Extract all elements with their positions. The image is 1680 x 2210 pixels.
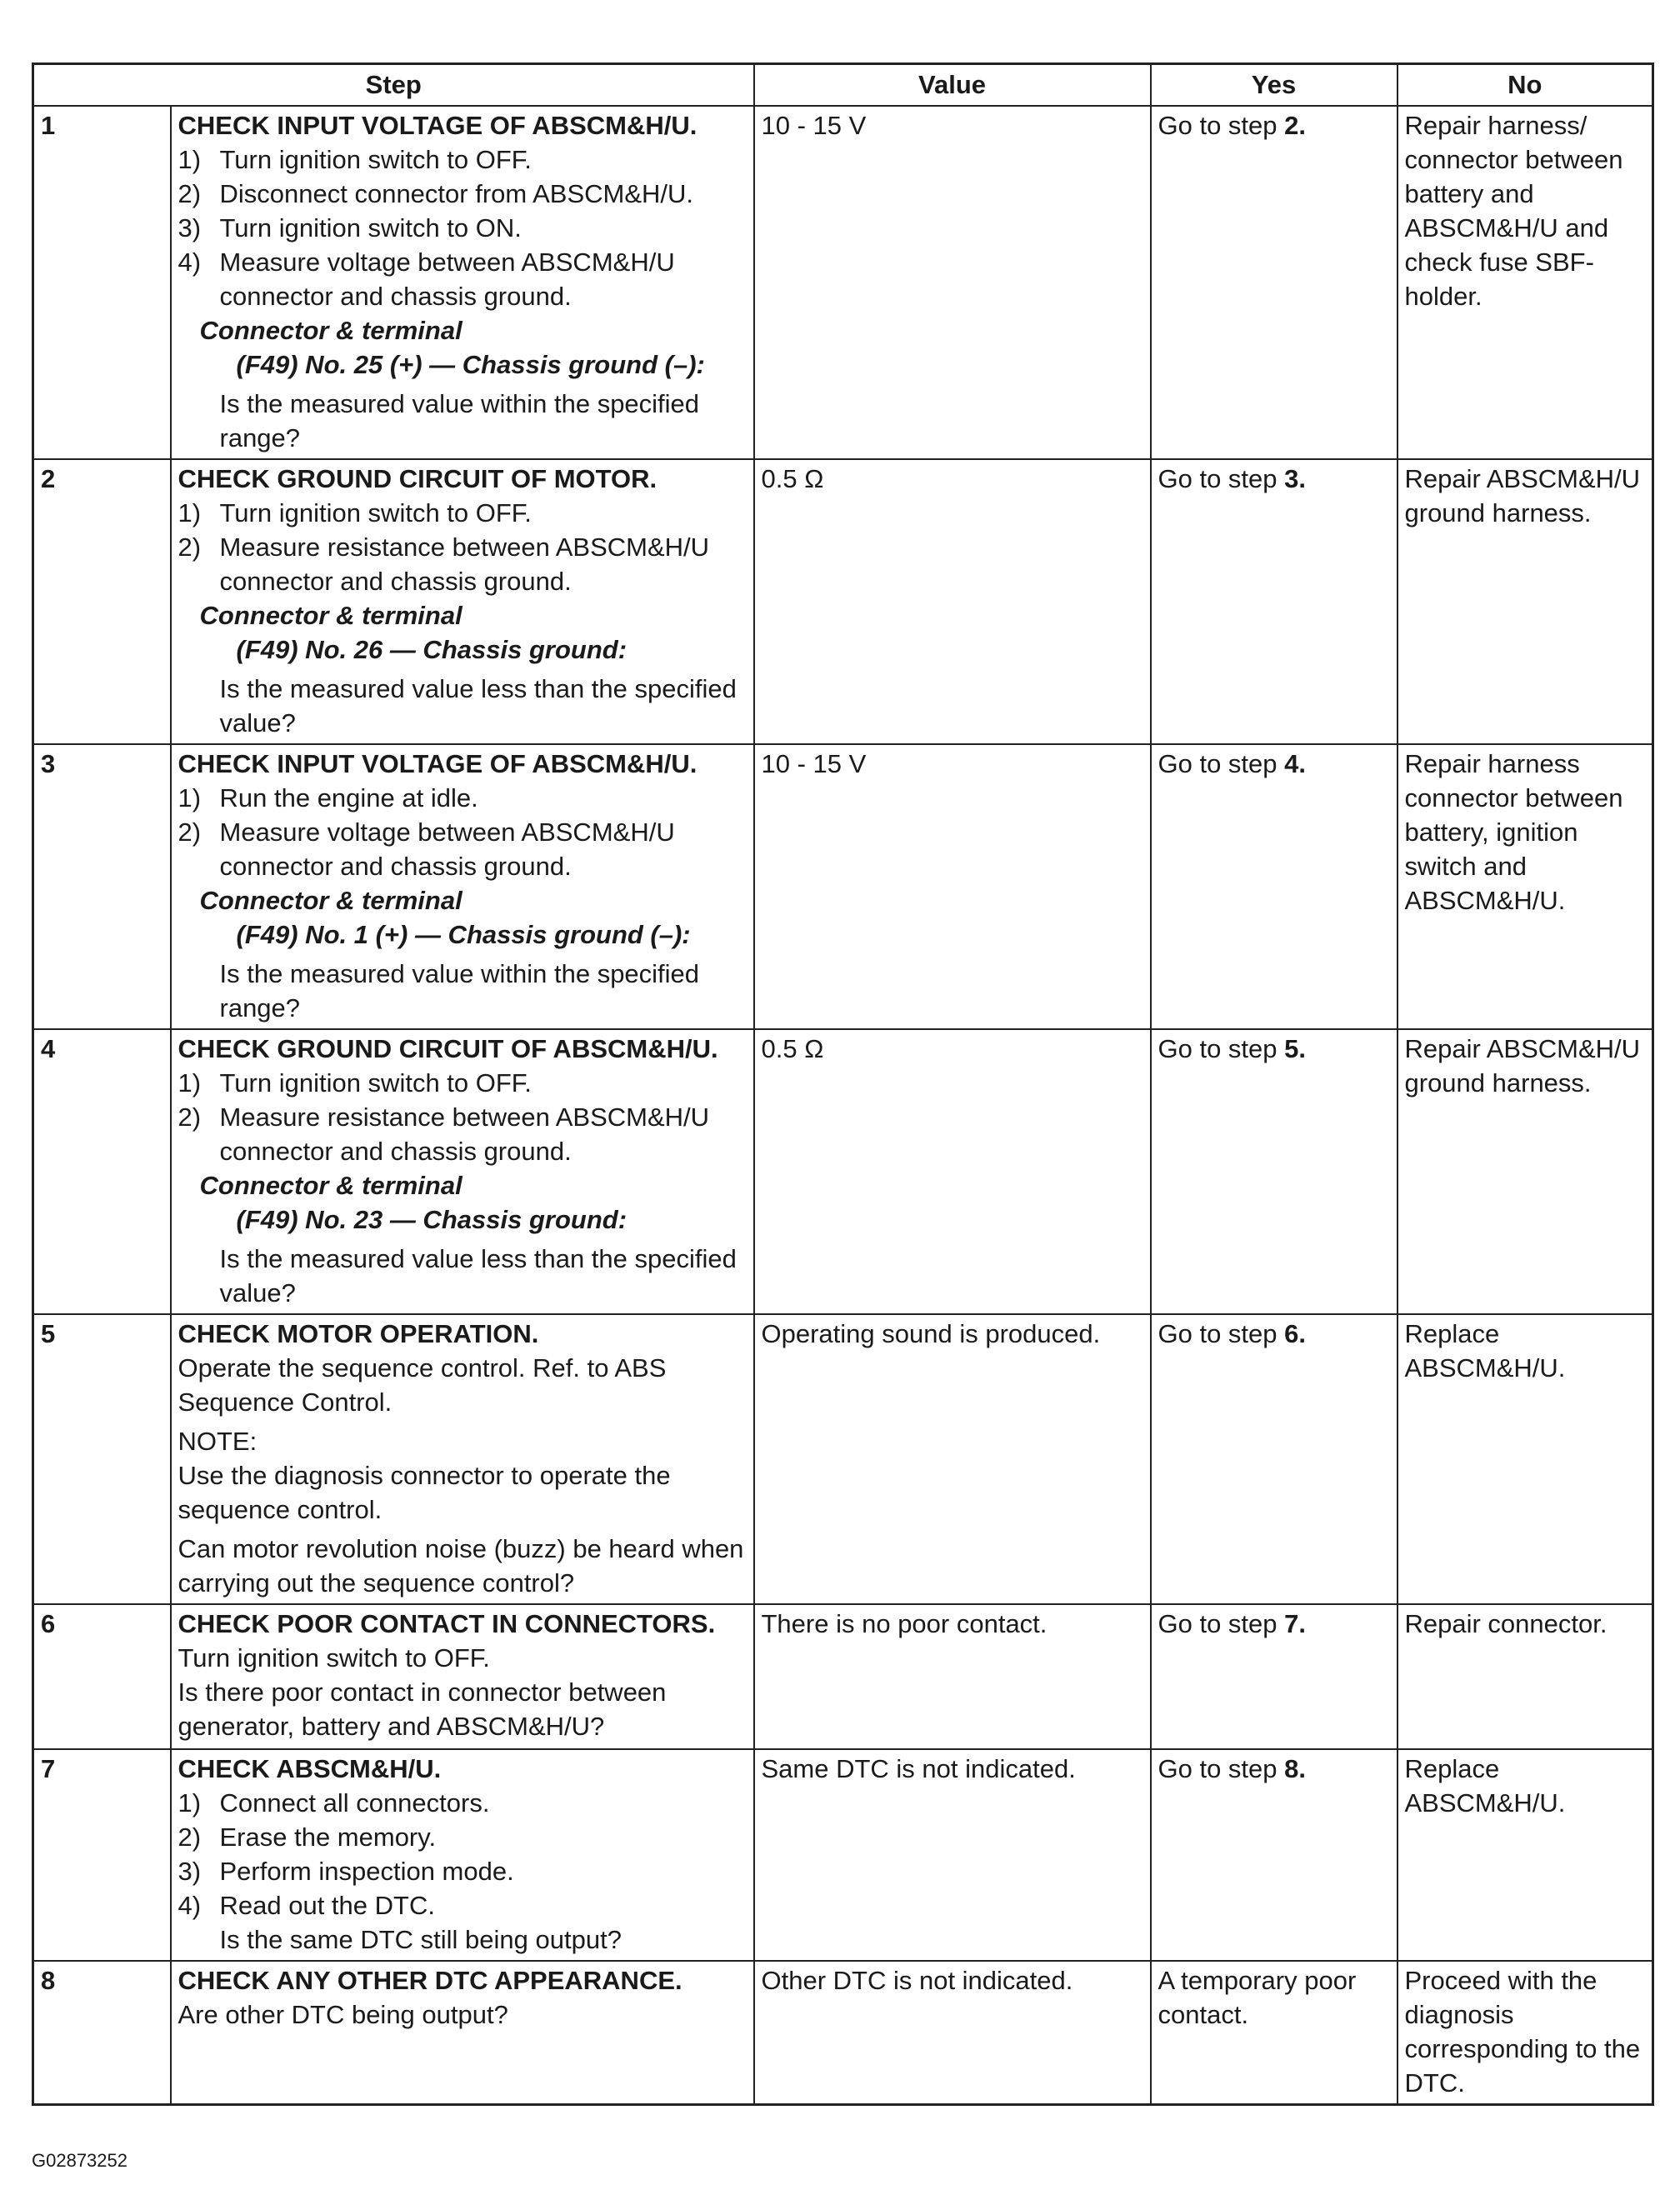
value-cell: 10 - 15 V <box>754 106 1151 459</box>
step-cell <box>171 1314 754 1604</box>
table-row <box>33 1961 1653 2105</box>
table-row <box>33 1604 1653 1749</box>
yes-cell: Go to step 4. <box>1151 744 1398 1029</box>
step-number: 2 <box>33 459 171 744</box>
yes-cell: Go to step 8. <box>1151 1749 1398 1961</box>
step-title: CHECK ANY OTHER DTC APPEARANCE. <box>178 1966 682 1995</box>
instruction-text: Operate the sequence control. Ref. to ABS Sequence Control. <box>178 1353 667 1417</box>
table-header-row <box>33 64 1653 107</box>
step-reference: 6. <box>1284 1319 1306 1348</box>
step-reference: 3. <box>1284 464 1306 493</box>
table-row <box>33 106 1653 459</box>
no-cell: Proceed with the diagnosis corresponding to the DTC. <box>1398 1961 1653 2105</box>
list-item: 1) Run the engine at idle. <box>178 783 478 812</box>
procedure-list <box>178 496 748 598</box>
step-cell <box>171 1604 754 1749</box>
connector-label: Connector & terminal <box>199 1171 462 1200</box>
step-number: 8 <box>33 1961 171 2105</box>
yes-cell: Go to step 2. <box>1151 106 1398 459</box>
no-cell: Replace ABSCM&H/U. <box>1398 1314 1653 1604</box>
step-title: CHECK ABSCM&H/U. <box>178 1754 442 1783</box>
step-cell <box>171 459 754 744</box>
value-cell: 0.5 Ω <box>754 1029 1151 1314</box>
terminal-spec: (F49) No. 25 (+) — Chassis ground (–): <box>236 350 705 379</box>
list-item: 2) Disconnect connector from ABSCM&H/U. <box>178 179 694 208</box>
step-title: CHECK INPUT VOLTAGE OF ABSCM&H/U. <box>178 749 698 778</box>
yes-cell: Go to step 7. <box>1151 1604 1398 1749</box>
check-question: Is the measured value within the specified range? <box>219 959 700 1022</box>
list-item: 2) Measure resistance between ABSCM&H/U connector and chassis ground. <box>178 1102 710 1166</box>
no-cell: Repair ABSCM&H/U ground harness. <box>1398 1029 1653 1314</box>
figure-code: G02873252 <box>32 2150 128 2171</box>
no-cell: Repair harness connector between battery, ignition switch and ABSCM&H/U. <box>1398 744 1653 1029</box>
step-cell <box>171 1961 754 2105</box>
step-title: CHECK INPUT VOLTAGE OF ABSCM&H/U. <box>178 111 698 140</box>
yes-cell: Go to step 3. <box>1151 459 1398 744</box>
table-row <box>33 1029 1653 1314</box>
step-reference: 4. <box>1284 749 1306 778</box>
check-question: Are other DTC being output? <box>178 2000 508 2029</box>
step-reference: 2. <box>1284 111 1306 140</box>
step-cell <box>171 106 754 459</box>
no-cell: Repair ABSCM&H/U ground harness. <box>1398 459 1653 744</box>
step-number: 3 <box>33 744 171 1029</box>
no-cell: Replace ABSCM&H/U. <box>1398 1749 1653 1961</box>
connector-label: Connector & terminal <box>199 316 462 345</box>
step-number: 1 <box>33 106 171 459</box>
check-question: Is the measured value less than the specified value? <box>219 674 737 738</box>
list-item: 1) Turn ignition switch to OFF. <box>178 145 532 174</box>
value-cell: 10 - 15 V <box>754 744 1151 1029</box>
check-question: Is there poor contact in connector between generator, battery and ABSCM&H/U? <box>178 1678 667 1741</box>
note-text: Use the diagnosis connector to operate the sequence control. <box>178 1461 671 1524</box>
yes-cell: Go to step 5. <box>1151 1029 1398 1314</box>
list-item: 2) Erase the memory. <box>178 1822 437 1852</box>
instruction-text: Turn ignition switch to OFF. <box>178 1643 490 1672</box>
step-number: 5 <box>33 1314 171 1604</box>
check-question: Is the measured value less than the specified value? <box>219 1244 737 1308</box>
value-cell: 0.5 Ω <box>754 459 1151 744</box>
procedure-list <box>178 1066 748 1168</box>
connector-label: Connector & terminal <box>199 601 462 630</box>
terminal-spec: (F49) No. 26 — Chassis ground: <box>236 635 628 664</box>
yes-cell: Go to step 6. <box>1151 1314 1398 1604</box>
no-cell: Repair harness/ connector between battery and ABSCM&H/U and check fuse SBF-holder. <box>1398 106 1653 459</box>
terminal-spec: (F49) No. 1 (+) — Chassis ground (–): <box>236 920 691 949</box>
yes-cell: A temporary poor contact. <box>1151 1961 1398 2105</box>
step-title: CHECK MOTOR OPERATION. <box>178 1319 539 1348</box>
list-item: 3) Perform inspection mode. <box>178 1857 514 1886</box>
terminal-spec: (F49) No. 23 — Chassis ground: <box>236 1205 628 1234</box>
step-number: 7 <box>33 1749 171 1961</box>
procedure-list <box>178 1786 748 1922</box>
table-row <box>33 744 1653 1029</box>
value-cell: Operating sound is produced. <box>754 1314 1151 1604</box>
value-cell: Same DTC is not indicated. <box>754 1749 1151 1961</box>
step-number: 6 <box>33 1604 171 1749</box>
list-item: 3) Turn ignition switch to ON. <box>178 213 522 242</box>
step-title: CHECK POOR CONTACT IN CONNECTORS. <box>178 1609 716 1638</box>
value-cell: There is no poor contact. <box>754 1604 1151 1749</box>
step-title: CHECK GROUND CIRCUIT OF ABSCM&H/U. <box>178 1034 718 1063</box>
value-cell: Other DTC is not indicated. <box>754 1961 1151 2105</box>
header-step: Step <box>33 64 754 107</box>
step-cell <box>171 1749 754 1961</box>
step-cell <box>171 1029 754 1314</box>
check-question: Is the same DTC still being output? <box>219 1925 622 1954</box>
table-row <box>33 459 1653 744</box>
list-item: 2) Measure resistance between ABSCM&H/U connector and chassis ground. <box>178 532 710 596</box>
note-label: NOTE: <box>178 1427 258 1456</box>
table-row <box>33 1314 1653 1604</box>
list-item: 1) Turn ignition switch to OFF. <box>178 1068 532 1098</box>
header-yes: Yes <box>1151 64 1398 107</box>
step-reference: 5. <box>1284 1034 1306 1063</box>
procedure-list <box>178 781 748 883</box>
connector-label: Connector & terminal <box>199 886 462 915</box>
table-row <box>33 1749 1653 1961</box>
step-title: CHECK GROUND CIRCUIT OF MOTOR. <box>178 464 658 493</box>
step-number: 4 <box>33 1029 171 1314</box>
list-item: 1) Turn ignition switch to OFF. <box>178 498 532 528</box>
check-question: Is the measured value within the specified range? <box>219 389 700 452</box>
list-item: 4) Read out the DTC. <box>178 1891 435 1920</box>
no-cell: Repair connector. <box>1398 1604 1653 1749</box>
list-item: 1) Connect all connectors. <box>178 1788 490 1818</box>
step-reference: 7. <box>1284 1609 1306 1638</box>
list-item: 4) Measure voltage between ABSCM&H/U connector and chassis ground. <box>178 248 675 311</box>
header-value: Value <box>754 64 1151 107</box>
list-item: 2) Measure voltage between ABSCM&H/U connector and chassis ground. <box>178 818 675 881</box>
header-no: No <box>1398 64 1653 107</box>
step-cell <box>171 744 754 1029</box>
step-reference: 8. <box>1284 1754 1306 1783</box>
procedure-list <box>178 142 748 313</box>
diagnostic-table <box>32 62 1654 2106</box>
check-question: Can motor revolution noise (buzz) be heard when carrying out the sequence control? <box>178 1534 744 1598</box>
